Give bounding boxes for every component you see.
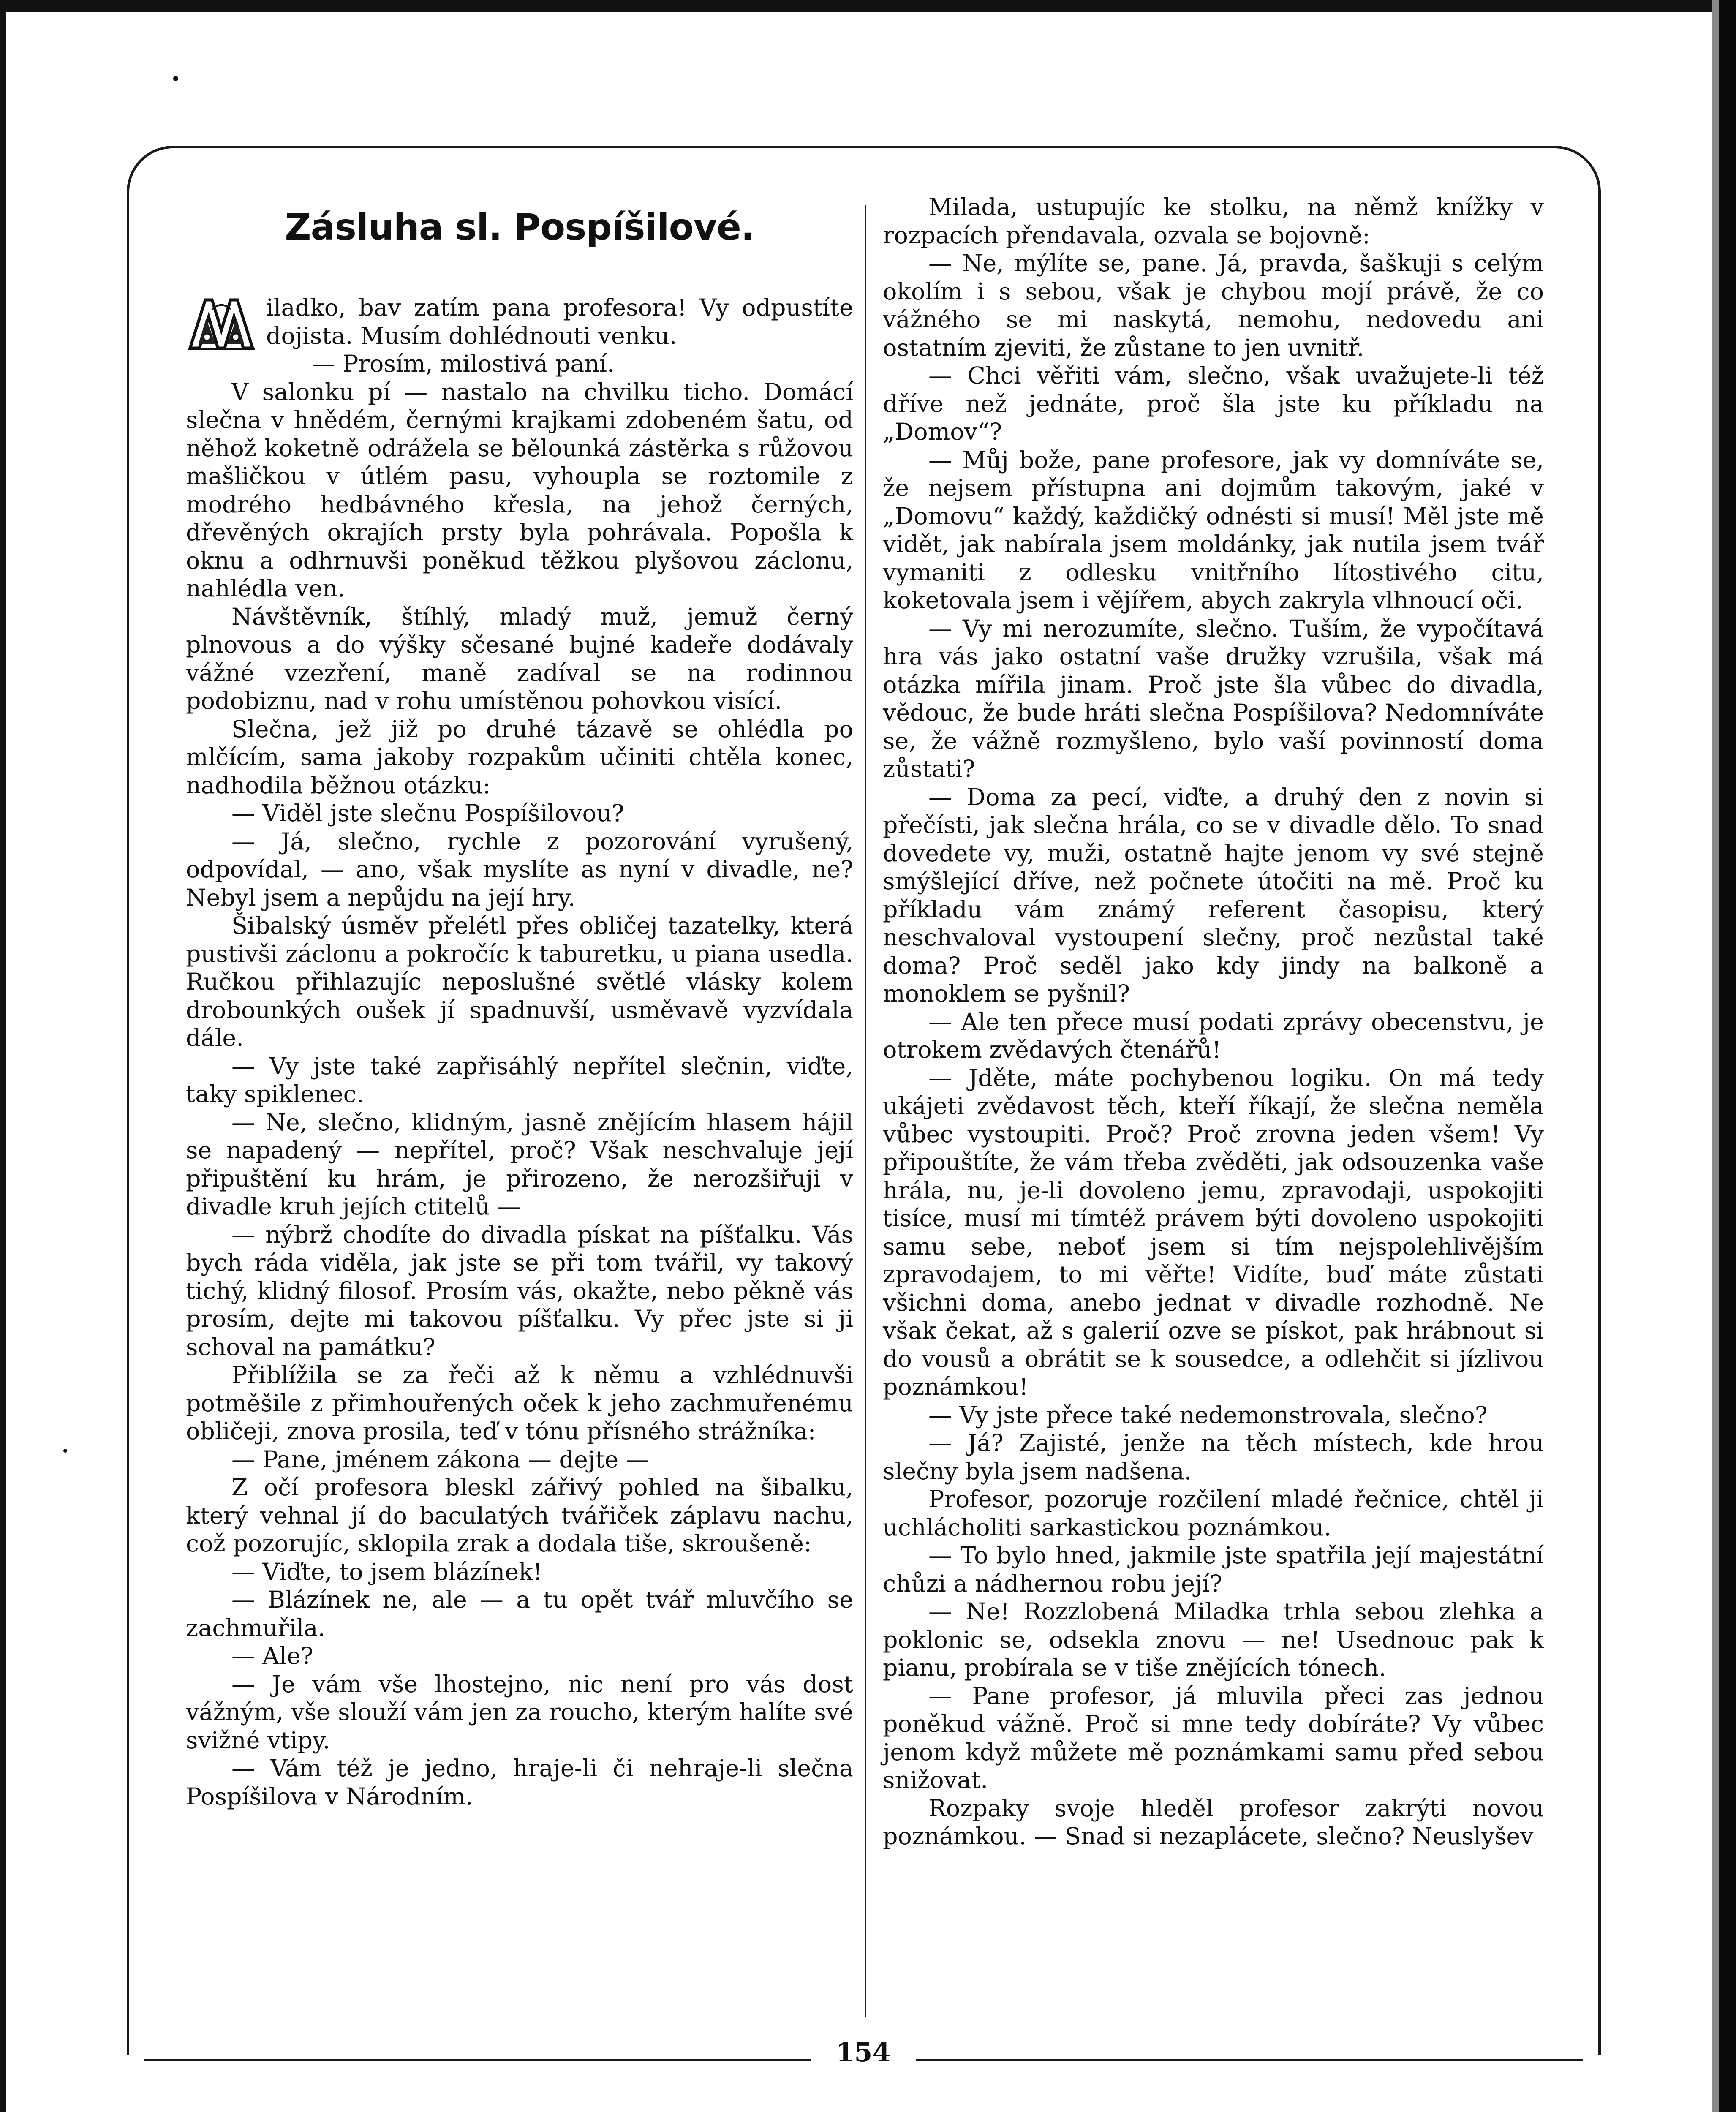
- article-title: Zásluha sl. Pospíšilové.: [285, 206, 754, 248]
- opening-paragraph: [186, 294, 853, 350]
- paragraph: — Vy mi nerozumíte, slečno. Tuším, že vypočítavá hra vás jako ostatní vaše družky vzrušila, však má otázka mířila jinam. Proč jste šla vůbec do divadla, vědouc, že bude hráti slečna Pospíšilova? Nedomníváte se, že vážně rozmyšleno, bylo vaší povinností doma zůstati?: [883, 615, 1544, 783]
- paragraph: — Pane, jménem zákona — dejte —: [231, 1445, 650, 1473]
- scan-border-left: [0, 0, 6, 2112]
- paragraph: iladko, bav zatím pana profesora! Vy odpustíte dojista. Musím dohlédnouti venku.: [266, 294, 853, 350]
- footer-rule-left: [144, 2059, 811, 2061]
- drop-cap-letter: [186, 297, 257, 351]
- scan-border-right-shadow: [1712, 0, 1719, 2112]
- paragraph: — Já, slečno, rychle z pozorování vyrušený, odpovídal, — ano, však myslíte as nyní v divadle, ne? Nebyl jsem a nepůjdu na její hry.: [186, 827, 853, 912]
- paragraph: — Viděl jste slečnu Pospíšilovou?: [231, 800, 624, 827]
- paragraph: — Můj bože, pane profesore, jak vy domníváte se, že nejsem přístupna ani dojmům takovým, jaké v „Domovu“ každý, každičký odnésti si musí! Měl jste mě vidět, jak nabírala jsem moldánky, jak nutila jsem tvář vymaniti z odlesku vnitřního lítostivého citu, koketovala jsem i vějířem, abych zakryla vlhnoucí oči.: [883, 446, 1544, 614]
- page-number: 154: [836, 2037, 891, 2068]
- scan-speck: [173, 76, 178, 81]
- drop-cap: [186, 297, 257, 351]
- left-column: [186, 194, 853, 1811]
- paragraph: Milada, ustupujíc ke stolku, na němž knížky v rozpacích přendavala, ozvala se bojovně:: [883, 193, 1544, 249]
- paragraph: — Blázínek ne, ale — a tu opět tvář mluvčího se zachmuřila.: [186, 1586, 853, 1642]
- paragraph: — Ne! Rozzlobená Miladka trhla sebou zlehka a poklonic se, odsekla znovu — ne! Usednouc pak k pianu, probírala se v tiše znějících tónech.: [883, 1598, 1544, 1682]
- paragraph: Šibalský úsměv přelétl přes obličej tazatelky, která pustivši záclonu a pokročíc k taburetku, u piana usedla. Ručkou přihlazujíc neposlušné světlé vlásky kolem drobounkých oušek jí spadnuvší, usměvavě vyzvídala dále.: [186, 912, 853, 1052]
- paragraph: — Ne, mýlíte se, pane. Já, pravda, šaškuji s celým okolím i s sebou, však je chybou mojí právě, že co vážného se mi naskytá, nemohu, nedovedu ani ostatním zjeviti, že zůstane to jen uvnitř.: [883, 250, 1544, 362]
- paragraph: Slečna, jež již po druhé tázavě se ohlédla po mlčícím, sama jakoby rozpakům učiniti chtěla konec, nadhodila běžnou otázku:: [186, 715, 853, 799]
- paragraph: — Pane profesor, já mluvila přeci zas jednou poněkud vážně. Proč si mne tedy dobíráte? Vy vůbec jenom když můžete mě poznámkami samu před sebou snižovat.: [883, 1682, 1544, 1794]
- paragraph: — Vy jste přece také nedemonstrovala, slečno?: [928, 1401, 1488, 1429]
- footer-rule-right: [916, 2059, 1583, 2061]
- paragraph: — Vám též je jedno, hraje-li či nehraje-li slečna Pospíšilova v Národním.: [186, 1755, 853, 1810]
- paragraph: — Prosím, milostivá paní.: [312, 350, 615, 378]
- paragraph: — Vy jste také zapřisáhlý nepřítel slečnin, viďte, taky spiklenec.: [186, 1052, 853, 1108]
- paragraph: — Ne, slečno, klidným, jasně znějícím hlasem hájil se napadený — nepřítel, proč? Však neschvaluje její připuštění ku hrám, je přirozeno, že nerozšiřuji v divadle kruh jejích ctitelů —: [186, 1108, 853, 1220]
- paragraph: Rozpaky svoje hleděl profesor zakrýti novou poznámkou. — Snad si nezaplácete, slečno? Neuslyšev: [883, 1794, 1544, 1850]
- paragraph: Z očí profesora bleskl zářivý pohled na šibalku, který vehnal jí do baculatých tvářiček záplavu nachu, což pozorujíc, sklopila zrak a dodala tiše, skroušeně:: [186, 1474, 853, 1557]
- right-column: [883, 193, 1544, 1851]
- scan-border-right: [1719, 0, 1736, 2112]
- paragraph: — Doma za pecí, viďte, a druhý den z novin si přečísti, jak slečna hrála, co se v divadle dělo. To snad dovedete vy, muži, ostatně hajte jenom vy své stejně smýšlející dříve, než počnete útočiti na mě. Proč ku příkladu vám známý referent časopisu, který neschvaloval vystoupení slečny, proč nezůstal také doma? Proč seděl jako kdy jindy na balkoně a monoklem se pyšnil?: [883, 783, 1544, 1007]
- column-divider: [865, 205, 866, 2017]
- paragraph: Návštěvník, štíhlý, mladý muž, jemuž černý plnovous a do výšky sčesané bujné kadeře dodávaly vážné vzezření, maně zadíval se na rodinnou podobiznu, nad v rohu umístěnou pohovkou visící.: [186, 603, 853, 715]
- paragraph: Profesor, pozoruje rozčilení mladé řečnice, chtěl ji uchlácholiti sarkastickou poznámkou.: [883, 1486, 1544, 1541]
- paragraph: — nýbrž chodíte do divadla pískat na píšťalku. Vás bych ráda viděla, jak jste se při tom tvářil, vy takový tichý, klidný filosof. Prosím vás, okažte, nebo pěkně vás prosím, dejte mi takovou píšťalku. Vy přec jste si ji schoval na památku?: [186, 1221, 853, 1361]
- paragraph: — Chci věřiti vám, slečno, však uvažujete-li též dříve než jednáte, proč šla jste ku příkladu na „Domov“?: [883, 362, 1544, 446]
- paragraph: — Viďte, to jsem blázínek!: [231, 1558, 542, 1586]
- paragraph: — Ale?: [231, 1642, 313, 1670]
- paragraph: — Ale ten přece musí podati zprávy obecenstvu, je otrokem zvědavých čtenářů!: [883, 1008, 1544, 1064]
- scan-border-top: [0, 0, 1736, 12]
- paragraph: — Já? Zajisté, jenže na těch místech, kde hrou slečny byla jsem nadšena.: [883, 1429, 1544, 1485]
- paragraph: — Je vám vše lhostejno, nic není pro vás dost vážným, vše slouží vám jen za roucho, kterým halíte své svižné vtipy.: [186, 1670, 853, 1754]
- paragraph: — Jděte, máte pochybenou logiku. On má tedy ukájeti zvědavost těch, kteří říkají, že slečna neměla vůbec vystoupiti. Proč? Proč zrovna jeden všem! Vy připouštíte, že vám třeba zvěděti, jak odsouzenka vaše hrála, nu, je-li dovoleno jemu, zpravodaji, uspokojiti tisíce, musí mi tímtéž právem býti dovoleno uspokojiti samu sebe, neboť jsem si tím nejspolehlivějším zpravodajem, to mi věřte! Vidíte, buď máte zůstati všichni doma, anebo jednat v divadle rozhodně. Ne však čekat, až s galerií ozve se pískot, pak hrábnout si do vousů a obrátit se k sousedce, a odlehčit si jízlivou poznámkou!: [883, 1064, 1544, 1401]
- scan-speck: [63, 1449, 67, 1453]
- paragraph: V salonku pí — nastalo na chvilku ticho. Domácí slečna v hnědém, černými krajkami zdobeném šatu, od něhož koketně odrážela se bělounká zástěrka s růžovou mašličkou v útlém pasu, vyhoupla se roztomile z modrého hedbávného křesla, na jehož černých, dřevěných okrajích prsty byla pohrávala. Popošla k oknu a odhrnuvši poněkud těžkou plyšovou záclonu, nahlédla ven.: [186, 378, 853, 602]
- paragraph: — To bylo hned, jakmile jste spatřila její majestátní chůzi a nádhernou robu její?: [883, 1542, 1544, 1598]
- paragraph: Přiblížila se za řeči až k němu a vzhlédnuvši potměšile z přimhouřených oček k jeho zachmuřenému obličeji, znova prosila, teď v tónu přísného strážníka:: [186, 1361, 853, 1445]
